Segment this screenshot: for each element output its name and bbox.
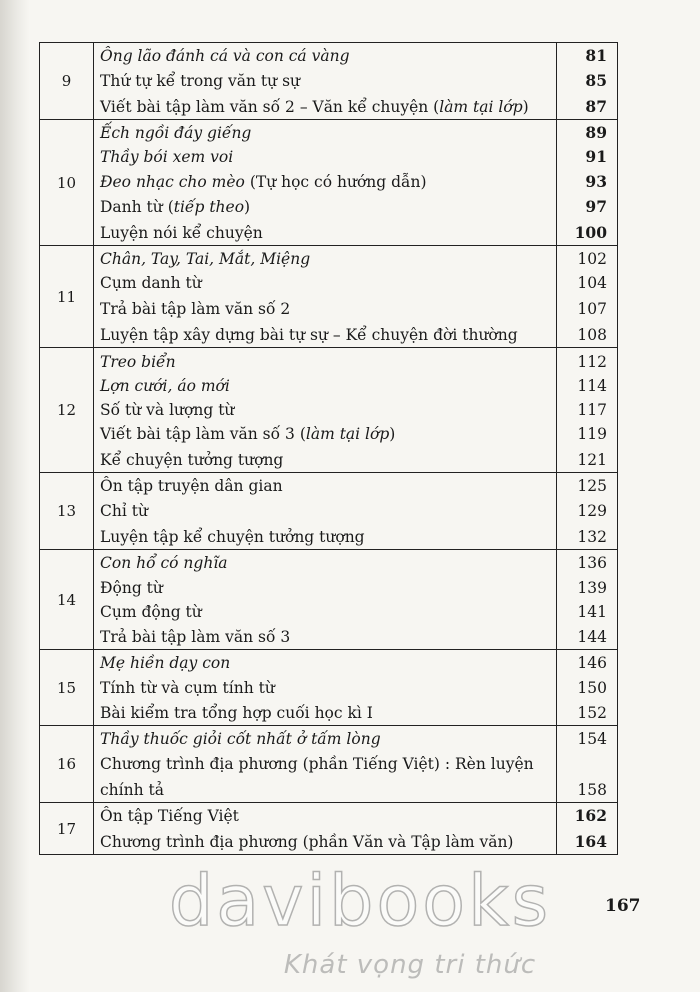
week-number: 15 <box>40 650 94 726</box>
lesson-title-segment: Luyện nói kể chuyện <box>100 224 263 242</box>
lesson-title-segment: làm tại lớp <box>305 425 390 443</box>
page-number: 144 <box>577 628 607 646</box>
lesson-title-segment: làm tại lớp <box>439 98 523 116</box>
page-number: 141 <box>577 603 607 621</box>
page-number: 152 <box>577 704 607 722</box>
toc-row <box>40 726 618 803</box>
lesson-title-segment: Cụm động từ <box>100 603 202 621</box>
lesson-title <box>94 675 556 700</box>
watermark-tagline: Khát vọng tri thức <box>283 950 537 980</box>
page-number: 114 <box>577 377 607 395</box>
page-number: 93 <box>585 172 607 191</box>
lesson-title-segment: Ông lão đánh cá và con cá vàng <box>100 47 350 65</box>
page-number: 112 <box>577 353 607 371</box>
lesson-title <box>94 295 556 321</box>
page-number: 97 <box>585 197 607 216</box>
lesson-title <box>94 650 556 675</box>
lesson-pages <box>557 120 618 246</box>
lesson-title-segment: Lợn cưới, áo mới <box>100 377 230 395</box>
page-number: 89 <box>585 123 607 142</box>
toc-row <box>40 550 618 650</box>
lesson-pages <box>557 650 618 726</box>
page-number: 158 <box>577 781 607 799</box>
toc-row <box>40 650 618 726</box>
week-number: 9 <box>40 43 94 120</box>
lesson-title <box>94 219 556 245</box>
lesson-pages <box>557 803 618 855</box>
page-number: 91 <box>585 147 607 166</box>
footer-page-number: 167 <box>605 896 641 916</box>
lesson-pages <box>557 473 618 550</box>
lesson-title <box>94 575 556 600</box>
lesson-title-segment: Treo biển <box>100 353 176 371</box>
lesson-title-segment: Thứ tự kể trong văn tự sự <box>100 72 301 90</box>
lesson-title <box>94 446 556 472</box>
lesson-title <box>94 398 556 422</box>
lesson-title-segment: Luyện tập kể chuyện tưởng tượng <box>100 528 365 546</box>
page-number: 100 <box>574 223 607 242</box>
lesson-title-segment: Đeo nhạc cho mèo <box>100 173 245 191</box>
page-number: 132 <box>577 528 607 546</box>
lesson-pages <box>557 246 618 348</box>
lesson-title-segment: Ôn tập Tiếng Việt <box>100 807 239 825</box>
page-number: 150 <box>577 679 607 697</box>
page-number: 154 <box>577 730 607 748</box>
lesson-title <box>94 776 556 802</box>
lesson-title <box>94 93 556 119</box>
lesson-title <box>94 120 556 145</box>
lesson-pages <box>557 43 618 120</box>
page-number: 119 <box>577 425 607 443</box>
lesson-title <box>94 624 556 649</box>
lesson-title <box>94 498 556 523</box>
lesson-title-segment: Viết bài tập làm văn số 2 – Văn kể chuyện ( <box>100 98 440 116</box>
lesson-title-segment: Trả bài tập làm văn số 2 <box>100 300 291 318</box>
week-number: 11 <box>40 246 94 348</box>
lesson-title <box>94 828 556 854</box>
toc-row <box>40 473 618 550</box>
lesson-title <box>94 422 556 446</box>
week-number: 13 <box>40 473 94 550</box>
lesson-titles <box>94 726 557 803</box>
page-number: 85 <box>585 71 607 90</box>
lesson-title-segment: Số từ và lượng từ <box>100 401 235 419</box>
lesson-title <box>94 246 556 271</box>
lesson-titles <box>94 120 557 246</box>
lesson-title <box>94 321 556 347</box>
lesson-titles <box>94 650 557 726</box>
page-number: 139 <box>577 579 607 597</box>
lesson-title-segment: ) <box>389 425 396 443</box>
lesson-pages <box>557 348 618 473</box>
lesson-titles <box>94 246 557 348</box>
lesson-title <box>94 68 556 93</box>
lesson-title <box>94 271 556 295</box>
lesson-title-segment: (Tự học có hướng dẫn) <box>244 173 427 191</box>
lesson-title-segment: Ếch ngồi đáy giếng <box>100 124 252 142</box>
lesson-title-segment: Danh từ ( <box>100 198 174 216</box>
toc-row <box>40 43 618 120</box>
toc-row <box>40 120 618 246</box>
toc-row <box>40 803 618 855</box>
table-of-contents <box>39 42 618 855</box>
week-number: 17 <box>40 803 94 855</box>
watermark-brand: davibooks <box>168 860 552 942</box>
page-number: 87 <box>585 97 607 116</box>
lesson-titles <box>94 43 557 120</box>
page-number: 125 <box>577 477 607 495</box>
lesson-title-segment: Chương trình địa phương (phần Văn và Tập làm văn) <box>100 833 514 851</box>
lesson-title-segment: Con hổ có nghĩa <box>100 554 228 572</box>
lesson-title <box>94 473 556 498</box>
lesson-title <box>94 348 556 374</box>
lesson-title <box>94 169 556 194</box>
lesson-title-segment: Cụm danh từ <box>100 274 202 292</box>
page-number: 108 <box>577 326 607 344</box>
page-number: 104 <box>577 274 607 292</box>
lesson-title <box>94 600 556 624</box>
toc-row <box>40 348 618 473</box>
lesson-title-segment: Viết bài tập làm văn số 3 ( <box>100 425 306 443</box>
lesson-pages <box>557 726 618 803</box>
toc-body <box>40 43 618 855</box>
week-number: 10 <box>40 120 94 246</box>
toc-row <box>40 246 618 348</box>
page-number: 146 <box>577 654 607 672</box>
lesson-title-segment: Bài kiểm tra tổng hợp cuối học kì I <box>100 704 373 722</box>
lesson-title <box>94 194 556 219</box>
lesson-title-segment: chính tả <box>100 781 164 799</box>
page-number: 121 <box>577 451 607 469</box>
lesson-pages <box>557 550 618 650</box>
lesson-title-segment: Chân, Tay, Tai, Mắt, Miệng <box>100 250 311 268</box>
week-number: 12 <box>40 348 94 473</box>
page-number: 81 <box>585 46 607 65</box>
lesson-titles <box>94 348 557 473</box>
page-number: 162 <box>574 806 607 825</box>
lesson-titles <box>94 473 557 550</box>
lesson-title-segment: ) <box>244 198 251 216</box>
lesson-title-segment: Động từ <box>100 579 163 597</box>
lesson-title <box>94 550 556 575</box>
lesson-title-segment: tiếp theo <box>173 198 245 216</box>
lesson-titles <box>94 803 557 855</box>
lesson-title-segment: Chương trình địa phương (phần Tiếng Việt) : Rèn luyện <box>100 755 534 773</box>
lesson-title-segment: Luyện tập xây dựng bài tự sự – Kể chuyện đời thường <box>100 326 518 344</box>
lesson-title-segment: Ôn tập truyện dân gian <box>100 477 283 495</box>
lesson-title-segment: Thầy bói xem voi <box>100 148 234 166</box>
lesson-title-segment: Tính từ và cụm tính từ <box>100 679 275 697</box>
lesson-title-segment: Kể chuyện tưởng tượng <box>100 451 284 469</box>
page-number: 102 <box>577 250 607 268</box>
lesson-title <box>94 700 556 725</box>
lesson-title <box>94 751 556 776</box>
week-number: 14 <box>40 550 94 650</box>
lesson-title-segment: ) <box>522 98 529 116</box>
page-number: 117 <box>577 401 607 419</box>
lesson-title <box>94 374 556 398</box>
page-number: 164 <box>574 832 607 851</box>
week-number: 16 <box>40 726 94 803</box>
page-number: 136 <box>577 554 607 572</box>
lesson-title <box>94 523 556 549</box>
lesson-title-segment: Mẹ hiền dạy con <box>100 654 231 672</box>
lesson-title <box>94 803 556 828</box>
lesson-title <box>94 726 556 751</box>
lesson-title-segment: Thầy thuốc giỏi cốt nhất ở tấm lòng <box>100 730 381 748</box>
lesson-titles <box>94 550 557 650</box>
page-number: 107 <box>577 300 607 318</box>
lesson-title-segment: Trả bài tập làm văn số 3 <box>100 628 291 646</box>
lesson-title <box>94 43 556 68</box>
page-number: 129 <box>577 502 607 520</box>
lesson-title-segment: Chỉ từ <box>100 502 148 520</box>
page-edge-shadow <box>0 0 30 992</box>
lesson-title <box>94 145 556 169</box>
